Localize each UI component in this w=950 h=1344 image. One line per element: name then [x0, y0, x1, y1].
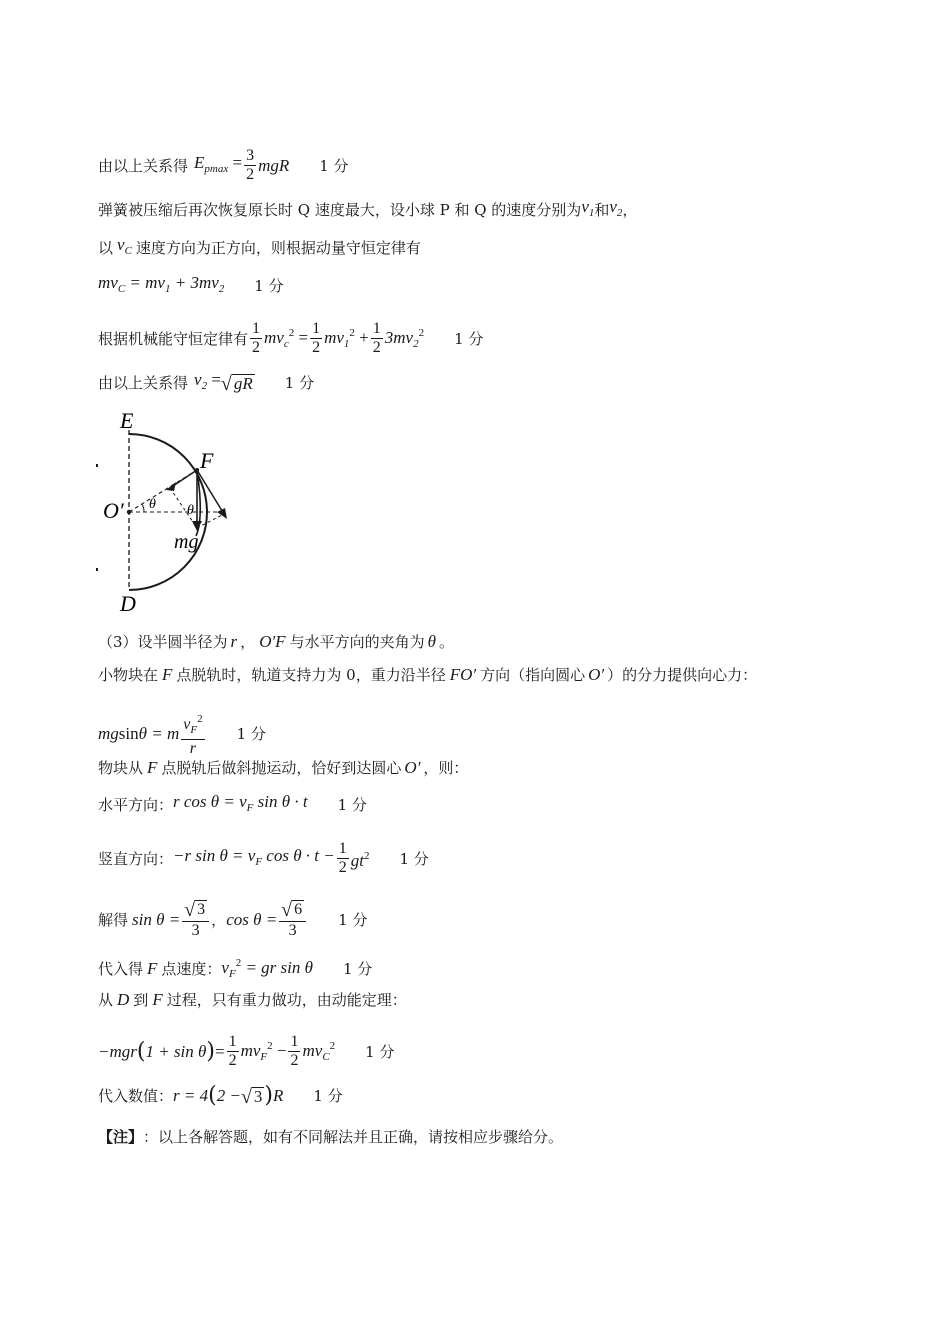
- line-speed-f: [98, 953, 372, 984]
- comma: ，: [622, 201, 638, 219]
- radical-sign: √: [240, 1085, 252, 1108]
- text: 根据机械能守恒定律有: [98, 329, 249, 348]
- fraction: [244, 147, 256, 184]
- term: cos θ · t −: [262, 845, 335, 865]
- sqrt: [184, 900, 207, 919]
- term: mv: [324, 328, 344, 347]
- math-cos: cos θ =: [226, 910, 278, 929]
- score: 1 分: [399, 849, 429, 868]
- math: [194, 370, 221, 396]
- score: 1 分: [236, 725, 266, 743]
- tangent-arrowhead: [217, 508, 227, 519]
- line-solve: [98, 900, 367, 940]
- radical-sign: √: [184, 899, 196, 921]
- numerator: [181, 710, 204, 740]
- math-r: r: [230, 632, 238, 651]
- text: ，: [240, 633, 256, 651]
- v: v: [194, 370, 202, 389]
- math: [324, 323, 369, 354]
- math: [351, 846, 370, 871]
- sqrt: [241, 1087, 264, 1106]
- label-o: O′: [103, 498, 124, 523]
- label-f: F: [200, 448, 214, 473]
- text: 从: [98, 991, 114, 1009]
- radicand: 3: [197, 901, 206, 918]
- math-v2: [609, 197, 622, 223]
- numerator: [182, 900, 209, 922]
- subscript: F: [246, 802, 254, 814]
- v: v: [581, 197, 589, 216]
- line-projectile: [98, 758, 468, 778]
- equals: =: [207, 370, 221, 389]
- v: v: [183, 716, 191, 733]
- center-dot: [127, 510, 131, 514]
- label-theta-1: θ: [149, 497, 156, 512]
- math-f: F: [162, 665, 173, 684]
- term: θ = m: [138, 724, 180, 743]
- line-kinetic: [98, 1033, 394, 1070]
- line-part3: [98, 632, 454, 652]
- superscript: 2: [288, 327, 295, 339]
- term: −r sin θ = v: [173, 845, 256, 865]
- text: 速度方向为正方向，则根据动量守恒定律有: [135, 239, 421, 257]
- fraction: [182, 900, 209, 940]
- math: [98, 273, 224, 299]
- line-centripetal: [98, 710, 266, 758]
- text: 弹簧被压缩后再次恢复原长时 Q 速度最大，设小球 P 和 Q 的速度分别为: [98, 201, 582, 219]
- term: mg: [98, 724, 119, 743]
- fraction: [288, 1033, 300, 1070]
- math-f: F: [147, 958, 158, 978]
- fraction: [310, 320, 322, 357]
- line-energy: [98, 320, 483, 357]
- superscript: 2: [364, 850, 370, 862]
- text: 到: [133, 991, 149, 1009]
- theta-arc: [142, 504, 144, 512]
- score: 1 分: [337, 796, 367, 814]
- subscript: C: [322, 1051, 330, 1063]
- term: sin θ · t: [253, 792, 308, 811]
- denominator: 2: [252, 339, 261, 356]
- superscript: 2: [349, 327, 355, 339]
- math-f: F: [147, 758, 158, 777]
- math-vc: [117, 235, 132, 261]
- text: 点脱轨时，轨道支持力为 0，重力沿半径: [176, 666, 446, 684]
- line-vertical: [98, 840, 429, 877]
- text: 方向（指向圆心: [480, 666, 586, 684]
- text: 与水平方向的夹角为: [289, 633, 425, 651]
- term: mv: [98, 273, 118, 292]
- denominator: 2: [372, 339, 381, 356]
- fraction: [371, 320, 383, 357]
- score: 1 分: [338, 911, 368, 929]
- term: mv: [240, 1041, 261, 1060]
- math-f: F: [152, 990, 163, 1009]
- text: 过程，只有重力做功，由动能定理：: [166, 991, 407, 1009]
- line-note: [98, 1127, 563, 1147]
- score: 1 分: [284, 374, 315, 392]
- fraction: [250, 320, 262, 357]
- term: 3mv: [384, 328, 414, 347]
- paren-close: ): [206, 1038, 215, 1064]
- subscript: 1: [588, 207, 595, 219]
- numerator: [279, 900, 306, 922]
- text: 由以上关系得: [98, 156, 189, 175]
- radicand: gR: [233, 373, 253, 393]
- label-d: D: [120, 591, 136, 616]
- equals: =: [214, 1041, 225, 1061]
- label-mg: mg: [174, 531, 199, 553]
- math-d: D: [117, 990, 130, 1009]
- line-d-to-f: [98, 990, 407, 1010]
- line-v2: [98, 370, 314, 396]
- subscript: pmax: [204, 162, 229, 175]
- numerator: 1: [372, 320, 381, 337]
- numerator: 1: [338, 840, 347, 857]
- math-sin: sin θ =: [132, 910, 181, 929]
- line-spring: [98, 197, 637, 223]
- math-o: O′: [588, 665, 605, 684]
- math-tail: mgR: [258, 155, 290, 175]
- numerator: 1: [252, 320, 261, 337]
- term: −mgr: [98, 1041, 137, 1061]
- equals: =: [294, 328, 309, 347]
- math-of: O′F: [259, 632, 286, 651]
- numerator: 1: [312, 320, 321, 337]
- v: v: [609, 197, 617, 216]
- note-label: 【注】: [98, 1128, 144, 1146]
- text-and: 和: [594, 201, 610, 219]
- denominator: 3: [288, 922, 297, 939]
- line-momentum: [98, 273, 284, 299]
- v: v: [117, 235, 125, 254]
- text: 解得: [98, 911, 129, 929]
- line-direction: [98, 235, 421, 261]
- subscript: F: [228, 968, 236, 980]
- text: （3）设半圆半径为: [98, 633, 228, 651]
- symbol-e: E: [194, 152, 205, 172]
- paren-open: (: [208, 1083, 217, 1108]
- term: r = 4: [173, 1086, 209, 1105]
- fraction: [279, 900, 306, 940]
- text: 点速度：: [161, 959, 222, 978]
- comma: ，: [211, 911, 227, 929]
- radicand: 6: [294, 901, 303, 918]
- radical-sign: √: [220, 372, 232, 395]
- scan-mark: [96, 464, 98, 467]
- superscript: 2: [197, 713, 203, 725]
- text: 代入数值：: [98, 1087, 174, 1105]
- term: + 3mv: [170, 273, 219, 292]
- score: 1 分: [313, 1087, 343, 1105]
- radicand: 3: [253, 1086, 263, 1106]
- subscript: F: [260, 1051, 268, 1063]
- term: gt: [350, 851, 364, 870]
- term: r cos θ = v: [173, 792, 247, 811]
- note-text: ：以上各解答题，如有不同解法并且正确，请按相应步骤给分。: [143, 1128, 564, 1146]
- math-r: R: [273, 1086, 284, 1105]
- score: 1 分: [254, 277, 284, 295]
- term: = gr sin θ: [241, 958, 313, 977]
- denominator: 2: [290, 1052, 299, 1069]
- math: [173, 792, 308, 818]
- text: 以: [98, 239, 114, 257]
- denominator: 2: [312, 339, 321, 356]
- term: 2 −: [216, 1086, 241, 1105]
- sqrt: [281, 900, 304, 919]
- scan-mark: [96, 568, 98, 571]
- plus: +: [354, 328, 369, 347]
- superscript: 2: [267, 1040, 273, 1052]
- point-f-dot: [195, 468, 199, 472]
- numerator: 3: [246, 147, 255, 164]
- text: 小物块在: [98, 666, 159, 684]
- line-epmax: [98, 147, 349, 184]
- mg-arrowhead: [192, 521, 202, 531]
- text: 竖直方向：: [98, 849, 174, 868]
- line-final: [98, 1083, 343, 1108]
- math: [264, 323, 308, 354]
- semicircle-diagram: [96, 408, 246, 618]
- text: 物块从: [98, 759, 144, 777]
- fraction: [181, 710, 204, 758]
- subscript: F: [255, 855, 263, 868]
- subscript: 2: [218, 283, 225, 295]
- text: 代入得: [98, 959, 144, 978]
- sin: sin: [118, 724, 139, 743]
- text: ）的分力提供向心力：: [607, 666, 758, 684]
- paren-open: (: [136, 1038, 146, 1064]
- minus: −: [272, 1041, 287, 1060]
- math: [241, 1036, 287, 1067]
- numerator: 1: [290, 1033, 299, 1050]
- math-theta: θ: [427, 632, 436, 651]
- text: 由以上关系得: [98, 374, 189, 392]
- math: [98, 724, 179, 744]
- math: [194, 153, 242, 179]
- v: v: [221, 958, 229, 977]
- denominator: r: [189, 740, 197, 757]
- score: 1 分: [365, 1042, 395, 1061]
- term: = mv: [125, 273, 165, 292]
- numerator: 1: [228, 1033, 237, 1050]
- superscript: 2: [418, 327, 425, 339]
- superscript: 2: [329, 1040, 336, 1052]
- label-e: E: [120, 408, 134, 433]
- subscript: F: [190, 724, 198, 736]
- subscript: C: [124, 245, 132, 257]
- sqrt: [221, 374, 255, 393]
- subscript: 1: [343, 338, 350, 350]
- term: mv: [302, 1041, 323, 1060]
- score: 1 分: [454, 329, 484, 348]
- equals: =: [232, 152, 243, 172]
- fraction: [337, 840, 349, 877]
- denominator: 3: [191, 922, 200, 939]
- subscript: C: [117, 283, 126, 295]
- math: [302, 1036, 335, 1067]
- line-derail: [98, 665, 757, 685]
- subscript: 1: [164, 283, 171, 295]
- math: [173, 846, 335, 872]
- score: 1 分: [319, 156, 349, 175]
- paren-close: ): [264, 1083, 274, 1108]
- line-horizontal: [98, 792, 367, 818]
- subscript: 2: [616, 207, 623, 219]
- radical-sign: √: [281, 899, 293, 921]
- math-v1: [581, 197, 594, 223]
- subscript: 2: [413, 338, 419, 350]
- term: 1 + sin θ: [145, 1041, 207, 1061]
- text: 。: [438, 633, 454, 651]
- subscript: c: [283, 338, 289, 350]
- denominator: 2: [228, 1052, 237, 1069]
- score: 1 分: [342, 959, 373, 978]
- math: [221, 953, 313, 984]
- text: 点脱轨后做斜抛运动，恰好到达圆心: [161, 759, 402, 777]
- label-theta-2: θ: [187, 503, 194, 518]
- denominator: 2: [338, 859, 347, 876]
- fraction: [227, 1033, 239, 1070]
- term: mv: [264, 328, 284, 347]
- text: 水平方向：: [98, 796, 174, 814]
- superscript: 2: [235, 957, 242, 969]
- math: [385, 323, 424, 354]
- math-o: O′: [404, 758, 421, 777]
- math-fo: FO′: [449, 665, 477, 684]
- subscript: 2: [201, 380, 208, 392]
- denominator: 2: [246, 166, 255, 183]
- text: ，则：: [423, 759, 469, 777]
